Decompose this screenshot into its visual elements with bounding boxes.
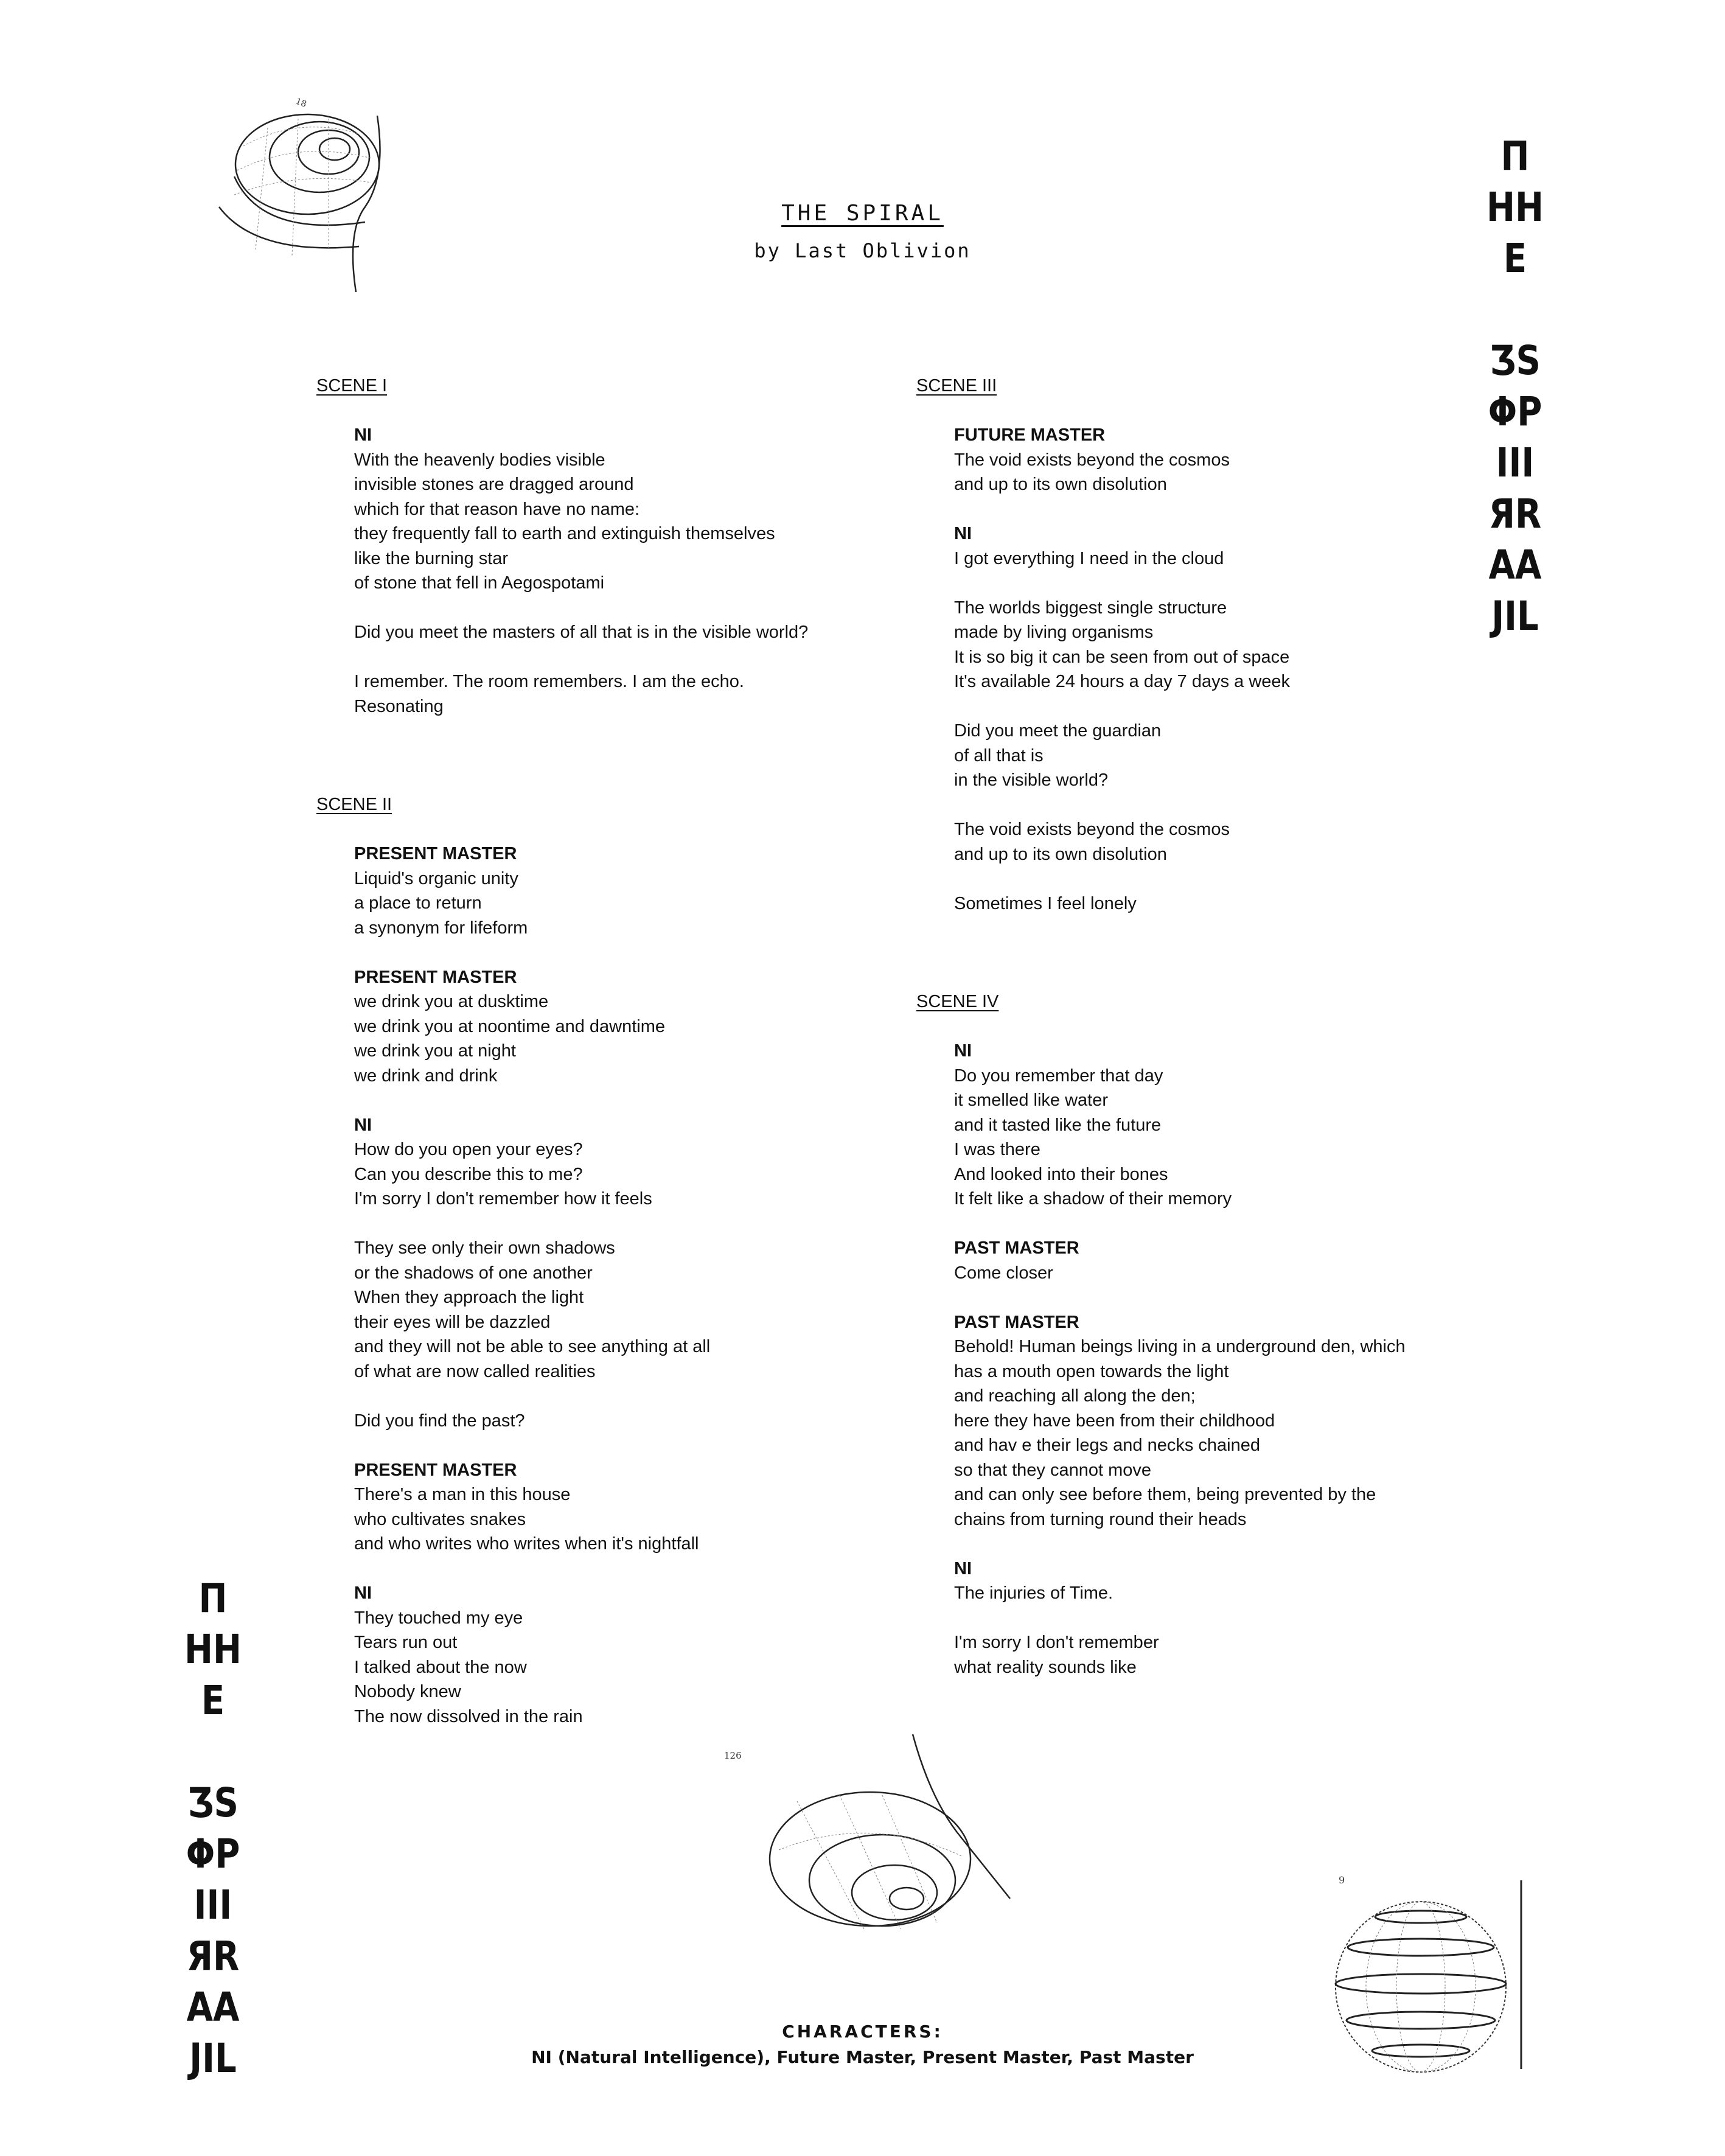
dialogue-line: Nobody knew (354, 1682, 461, 1701)
dialogue-line: I'm sorry I don't remember how it feels (354, 1189, 652, 1209)
decorative-glyph: JΙL (189, 2035, 237, 2082)
decorative-glyph: ΗΗ (1486, 184, 1544, 231)
document-title: THE SPIRAL (781, 201, 944, 226)
decorative-glyph: ΙΙΙ (1496, 439, 1535, 486)
dialogue-line: which for that reason have no name: (354, 499, 640, 519)
decorative-glyph: ΦP (186, 1830, 240, 1877)
spiral-wireframe-bottom-illustration (706, 1728, 1022, 1972)
dialogue-line: Sometimes I feel lonely (954, 893, 1137, 913)
dialogue-block (354, 842, 864, 940)
dialogue-line: With the heavenly bodies visible (354, 450, 605, 470)
dialogue-line: we drink you at dusktime (354, 992, 549, 1011)
dialogue-line: Come closer (954, 1263, 1053, 1283)
dialogue-line: we drink you at noontime and dawntime (354, 1016, 666, 1036)
dialogue-line: who cultivates snakes (354, 1509, 526, 1529)
speaker-name: PRESENT MASTER (354, 844, 517, 863)
dialogue-line: Do you remember that day (954, 1066, 1163, 1086)
dialogue-line: They touched my eye (354, 1608, 523, 1628)
dialogue-line: I was there (954, 1140, 1040, 1159)
dialogue-line: they frequently fall to earth and extinguish themselves (354, 524, 775, 543)
dialogue-line: I'm sorry I don't remember (954, 1633, 1159, 1652)
speaker-name: NI (954, 524, 972, 543)
dialogue-block (954, 1039, 1464, 1212)
dialogue-line: Did you meet the masters of all that is in the visible world? (354, 623, 809, 642)
speaker-name: NI (954, 1558, 972, 1579)
dialogue-line: It felt like a shadow of their memory (954, 1189, 1232, 1209)
decorative-glyph: ΑΑ (186, 1984, 240, 2031)
dialogue-line: They see only their own shadows (354, 1238, 615, 1258)
dialogue-block (954, 1236, 1464, 1285)
dialogue-block (354, 965, 864, 1089)
decorative-glyph: ƷS (1490, 337, 1541, 384)
dialogue-block (354, 423, 864, 719)
dialogue-line: what reality sounds like (954, 1657, 1137, 1677)
decorative-glyph: Π (198, 1575, 228, 1622)
dialogue-line: we drink you at night (354, 1041, 516, 1061)
decorative-glyph: ΙΙΙ (193, 1882, 232, 1928)
decorative-glyph (179, 1726, 247, 1777)
dialogue-line: Did you find the past? (354, 1411, 525, 1431)
dialogue-line: Did you meet the guardian (954, 721, 1162, 741)
dialogue-line: or the shadows of one another (354, 1263, 593, 1283)
dialogue-line: made by living organisms (954, 623, 1154, 642)
dialogue-line: and they will not be able to see anything at all (354, 1337, 711, 1356)
dialogue-line: The injuries of Time. (954, 1583, 1113, 1603)
dialogue-line: I remember. The room remembers. I am the echo. (354, 672, 744, 691)
speaker-name: NI (354, 425, 372, 445)
dialogue-line: we drink and drink (354, 1066, 498, 1086)
dialogue-block (354, 1458, 864, 1557)
dialogue-line: And looked into their bones (954, 1164, 1168, 1184)
dialogue-line: of what are now called realities (354, 1361, 596, 1381)
dialogue-line: The now dissolved in the rain (354, 1706, 583, 1726)
dialogue-line: has a mouth open towards the light (954, 1361, 1229, 1381)
dialogue-line: Tears run out (354, 1633, 458, 1652)
dialogue-line: here they have been from their childhood (954, 1411, 1275, 1431)
speaker-name: NI (354, 1583, 372, 1603)
dialogue-line: and up to its own disolution (954, 475, 1167, 494)
left-column (316, 374, 864, 1729)
dialogue-line: Behold! Human beings living in a underground den, which (954, 1337, 1406, 1356)
dialogue-block (954, 522, 1464, 916)
page-number-middle: 126 (724, 1750, 742, 1761)
decorative-glyph: ЯR (1488, 490, 1542, 537)
page-number-top: 18 (294, 96, 308, 110)
dialogue-line: and reaching all along the den; (954, 1386, 1196, 1406)
dialogue-line: and can only see before them, being prevented by the (954, 1485, 1376, 1504)
globe-wireframe-illustration (1320, 1862, 1539, 2081)
dialogue-line: invisible stones are dragged around (354, 475, 634, 494)
page-number-bottom: 9 (1339, 1874, 1345, 1886)
dialogue-line: When they approach the light (354, 1288, 584, 1307)
characters-label: CHARACTERS: (782, 2022, 943, 2042)
decorative-glyph (1482, 284, 1549, 335)
dialogue-block (954, 423, 1464, 497)
right-column (916, 374, 1464, 1680)
dialogue-block (954, 1310, 1464, 1532)
spiral-wireframe-top-illustration (176, 91, 438, 298)
speaker-name: PRESENT MASTER (354, 967, 517, 987)
dialogue-block (954, 1557, 1464, 1680)
decorative-glyph: JΙL (1491, 593, 1539, 640)
dialogue-line: The worlds biggest single structure (954, 598, 1227, 618)
dialogue-line: It's available 24 hours a day 7 days a week (954, 672, 1291, 691)
decorative-glyph: ΑΑ (1488, 542, 1542, 588)
speaker-name: PAST MASTER (954, 1312, 1079, 1332)
speaker-name: NI (354, 1115, 372, 1135)
scene-title: SCENE III (916, 376, 997, 396)
dialogue-line: I got everything I need in the cloud (954, 548, 1224, 568)
decorative-glyph: ЯR (186, 1933, 240, 1980)
scene-title: SCENE IV (916, 992, 999, 1011)
dialogue-line: It is so big it can be seen from out of space (954, 647, 1290, 667)
speaker-name: PRESENT MASTER (354, 1460, 517, 1480)
speaker-name: FUTURE MASTER (954, 425, 1106, 445)
dialogue-line: and who writes who writes when it's nightfall (354, 1534, 699, 1554)
dialogue-line: a place to return (354, 893, 482, 913)
dialogue-block (354, 1581, 864, 1729)
dialogue-line: in the visible world? (954, 770, 1109, 790)
dialogue-block (354, 1113, 864, 1434)
speaker-name: PAST MASTER (954, 1238, 1079, 1258)
dialogue-line: Resonating (354, 696, 444, 716)
decorative-glyph: ΗΗ (184, 1626, 242, 1673)
decorative-glyph: ƷS (187, 1779, 239, 1826)
dialogue-line: I talked about the now (354, 1657, 527, 1677)
decorative-glyph: ΦP (1488, 388, 1542, 435)
dialogue-line: of all that is (954, 745, 1044, 766)
scene-title: SCENE I (316, 376, 388, 396)
dialogue-line: of stone that fell in Aegospotami (354, 573, 605, 593)
dialogue-line: Liquid's organic unity (354, 868, 518, 888)
dialogue-line: their eyes will be dazzled (354, 1312, 551, 1332)
glyph-stack-right (1476, 131, 1555, 642)
scene-title: SCENE II (316, 795, 392, 814)
dialogue-line: There's a man in this house (354, 1485, 571, 1504)
dialogue-line: How do you open your eyes? (354, 1140, 583, 1159)
dialogue-line: a synonym for lifeform (354, 918, 528, 938)
dialogue-line: chains from turning round their heads (954, 1509, 1247, 1529)
dialogue-line: The void exists beyond the cosmos (954, 450, 1230, 470)
dialogue-line: like the burning star (354, 548, 509, 568)
decorative-glyph: Ε (201, 1677, 225, 1724)
dialogue-line: Can you describe this to me? (354, 1164, 583, 1184)
dialogue-line: and it tasted like the future (954, 1115, 1162, 1135)
speaker-name: NI (954, 1041, 972, 1061)
dialogue-line: so that they cannot move (954, 1460, 1152, 1480)
dialogue-line: The void exists beyond the cosmos (954, 820, 1230, 839)
dialogue-line: and up to its own disolution (954, 844, 1167, 864)
document-byline: by Last Oblivion (754, 239, 971, 262)
characters-list: NI (Natural Intelligence), Future Master, Present Master, Past Master (531, 2047, 1194, 2067)
decorative-glyph: Ε (1503, 235, 1527, 282)
decorative-glyph: Π (1500, 133, 1530, 180)
dialogue-line: and hav e their legs and necks chained (954, 1436, 1261, 1455)
glyph-stack-left (173, 1573, 253, 2084)
dialogue-line: it smelled like water (954, 1090, 1109, 1110)
